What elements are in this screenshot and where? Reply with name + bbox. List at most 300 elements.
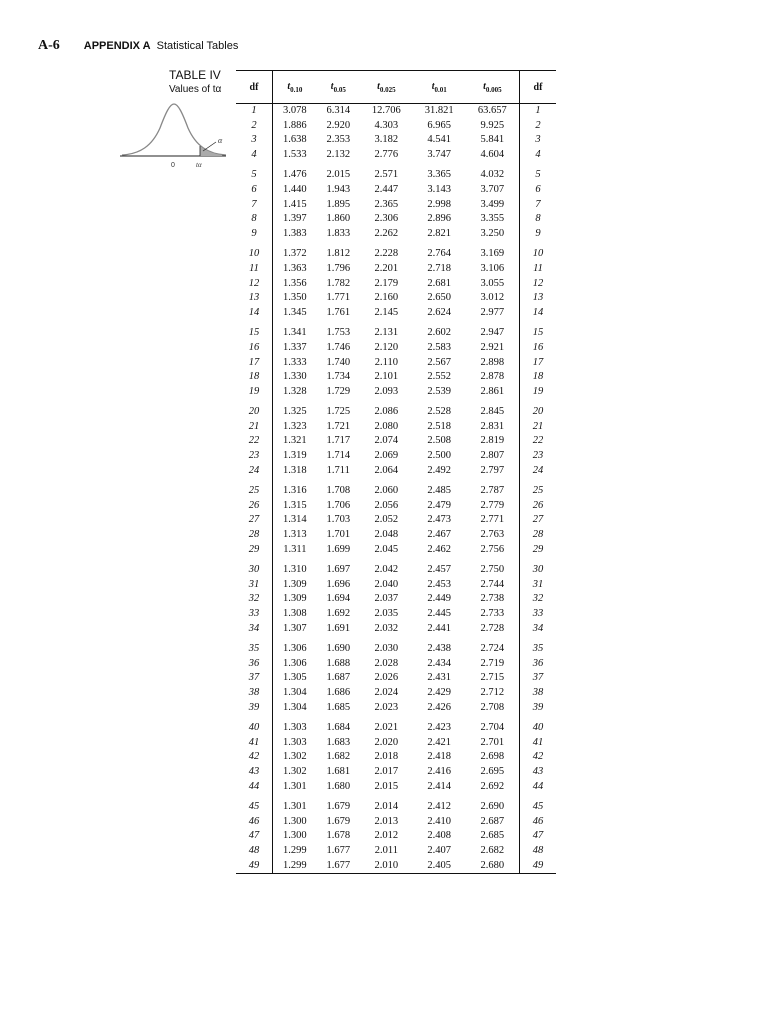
value-cell: 1.692 [326,608,351,619]
value-cell: 2.086 [374,406,399,418]
value-cell: 9.925 [480,119,505,131]
value-cell: 1.302 [283,751,307,763]
table-row [236,478,556,499]
col-header-t010: $t_{0.10}$ [273,71,317,104]
table-row [236,557,556,578]
value-cell: 1.697 [326,564,351,576]
value-cell: 1.307 [283,622,307,634]
table-row [236,701,556,716]
alpha-label: α [218,136,223,145]
table-row [236,341,556,356]
table-label: TABLE IV [169,68,221,82]
df-cell-left: 25 [236,478,273,499]
df-cell-left: 21 [236,420,273,435]
df-cell-left: 15 [236,320,273,341]
value-cell: 2.069 [374,450,399,462]
df-cell-left: 1 [236,104,273,119]
table-row [236,133,556,148]
df-cell-left: 39 [236,701,273,716]
value-cell: 2.438 [427,643,452,655]
value-cell: 2.132 [326,148,351,160]
value-cell: 1.691 [326,622,351,634]
col-header-t0005: $t_{0.005}$ [466,71,520,104]
df-cell-left: 22 [236,434,273,449]
value-cell: 2.013 [374,815,399,827]
value-cell: 2.771 [480,514,505,526]
value-cell: 3.747 [427,148,452,160]
value-cell: 1.796 [326,262,351,274]
value-cell: 2.528 [427,406,452,418]
value-cell: 2.145 [374,306,399,318]
value-cell: 2.431 [427,672,452,684]
value-cell: 2.878 [480,371,505,383]
value-cell: 2.712 [480,686,505,698]
value-cell: 1.688 [326,657,351,669]
value-cell: 2.030 [374,643,399,655]
value-cell: 2.492 [427,464,452,476]
value-cell: 2.861 [480,385,505,397]
df-cell-left: 29 [236,543,273,558]
value-cell: 1.685 [326,701,351,713]
df-cell-left: 26 [236,499,273,514]
table-row [236,399,556,420]
value-cell: 2.704 [480,722,505,734]
bell-curve [122,104,226,155]
df-cell-left: 41 [236,736,273,751]
value-cell: 1.677 [326,844,351,856]
table-row [236,815,556,830]
value-cell: 3.250 [480,227,505,239]
value-cell: 2.680 [466,859,520,874]
df-cell-right: 28 [520,528,557,543]
value-cell: 2.010 [360,859,413,874]
value-cell: 2.306 [374,213,399,225]
value-cell: 12.706 [371,105,401,116]
df-cell-right: 10 [520,241,557,262]
value-cell: 2.624 [427,306,452,318]
value-cell: 2.160 [374,292,399,304]
value-cell: 63.657 [477,105,507,116]
table-row [236,750,556,765]
table-row [236,385,556,400]
value-cell: 2.410 [427,815,452,827]
value-cell: 1.476 [283,169,307,181]
value-cell: 2.701 [480,736,505,748]
df-cell-left: 35 [236,636,273,657]
value-cell: 2.014 [374,801,399,813]
value-cell: 1.682 [326,751,351,763]
df-cell-right: 3 [520,133,557,148]
df-cell-left: 12 [236,277,273,292]
appendix-title: Statistical Tables [156,40,239,52]
value-cell: 2.682 [480,844,505,856]
value-cell: 2.831 [480,420,505,432]
value-cell: 3.106 [480,262,505,274]
value-cell: 1.299 [283,844,307,856]
value-cell: 2.457 [427,564,452,576]
table-row [236,636,556,657]
value-cell: 4.541 [427,134,452,146]
value-cell: 2.048 [374,529,399,541]
value-cell: 1.304 [283,701,307,713]
value-cell: 2.414 [427,780,452,792]
value-cell: 3.182 [374,134,399,146]
value-cell: 1.383 [283,227,307,239]
value-cell: 2.681 [427,277,452,289]
df-cell-left: 37 [236,671,273,686]
zero-label: 0 [171,162,175,169]
df-cell-left: 13 [236,291,273,306]
df-cell-left: 9 [236,227,273,242]
df-cell-right: 41 [520,736,557,751]
value-cell: 2.819 [480,435,505,447]
value-cell: 1.753 [326,327,351,339]
value-cell: 1.943 [326,183,351,195]
value-cell: 1.895 [326,198,351,210]
df-cell-right: 49 [520,859,557,874]
value-cell: 1.337 [283,341,307,353]
value-cell: 2.421 [427,736,452,748]
df-cell-left: 43 [236,765,273,780]
value-cell: 2.787 [480,485,505,497]
value-cell: 2.921 [480,341,505,353]
df-cell-right: 34 [520,622,557,637]
value-cell: 3.055 [480,277,505,289]
value-cell: 1.717 [326,435,351,447]
table-row [236,592,556,607]
table-row [236,449,556,464]
value-cell: 2.015 [326,169,351,181]
value-cell: 2.028 [374,657,399,669]
df-cell-right: 43 [520,765,557,780]
value-cell: 1.316 [283,485,307,497]
df-cell-right: 9 [520,227,557,242]
value-cell: 3.499 [480,198,505,210]
value-cell: 1.687 [326,672,351,684]
value-cell: 1.706 [326,499,351,511]
df-cell-right: 14 [520,306,557,321]
df-cell-right: 12 [520,277,557,292]
page-header [38,38,238,54]
value-cell: 1.761 [326,306,351,318]
value-cell: 2.064 [374,464,399,476]
value-cell: 1.300 [283,815,307,827]
df-cell-left: 20 [236,399,273,420]
value-cell: 2.473 [427,514,452,526]
table-row [236,241,556,262]
table-row [236,227,556,242]
value-cell: 1.415 [283,198,307,210]
value-cell: 2.685 [480,830,505,842]
value-cell: 4.604 [480,148,505,160]
value-cell: 1.300 [283,830,307,842]
df-cell-right: 33 [520,607,557,622]
df-cell-right: 44 [520,780,557,795]
t-distribution-figure [118,98,230,170]
value-cell: 1.311 [283,543,307,555]
df-cell-left: 40 [236,715,273,736]
value-cell: 1.680 [326,780,351,792]
value-cell: 1.746 [326,341,351,353]
value-cell: 2.453 [427,578,452,590]
value-cell: 1.886 [283,119,307,131]
value-cell: 2.023 [374,701,399,713]
value-cell: 1.678 [326,830,351,842]
value-cell: 2.518 [427,420,452,432]
value-cell: 2.462 [427,543,452,555]
value-cell: 1.681 [326,765,351,777]
value-cell: 2.695 [480,765,505,777]
df-cell-right: 36 [520,657,557,672]
value-cell: 1.314 [283,514,307,526]
table-row [236,291,556,306]
value-cell: 2.042 [374,564,399,576]
df-cell-right: 35 [520,636,557,657]
df-cell-right: 25 [520,478,557,499]
table-row [236,370,556,385]
table-row [236,212,556,227]
value-cell: 1.696 [326,578,351,590]
df-cell-right: 45 [520,794,557,815]
value-cell: 1.782 [326,277,351,289]
df-cell-left: 17 [236,356,273,371]
table-header-row [236,71,556,104]
value-cell: 2.807 [480,450,505,462]
value-cell: 3.365 [427,169,452,181]
value-cell: 2.698 [480,751,505,763]
value-cell: 2.416 [427,765,452,777]
df-cell-left: 5 [236,162,273,183]
value-cell: 2.947 [480,327,505,339]
value-cell: 2.110 [374,356,398,368]
table-row [236,622,556,637]
value-cell: 2.763 [480,529,505,541]
value-cell: 3.169 [480,248,505,260]
value-cell: 1.304 [283,686,307,698]
value-cell: 1.679 [326,815,351,827]
value-cell: 3.012 [480,292,505,304]
df-cell-right: 11 [520,262,557,277]
value-cell: 1.729 [326,385,351,397]
value-cell: 2.017 [374,765,399,777]
table-row [236,794,556,815]
df-cell-right: 48 [520,844,557,859]
value-cell: 2.020 [374,736,399,748]
df-cell-left: 11 [236,262,273,277]
value-cell: 1.711 [326,464,350,476]
table-row [236,859,556,874]
df-cell-right: 13 [520,291,557,306]
df-cell-right: 26 [520,499,557,514]
value-cell: 4.032 [480,169,505,181]
value-cell: 2.485 [427,485,452,497]
page-number: A-6 [38,38,60,53]
value-cell: 1.363 [283,262,307,274]
df-cell-right: 27 [520,513,557,528]
value-cell: 2.434 [427,657,452,669]
value-cell: 2.423 [427,722,452,734]
df-cell-left: 18 [236,370,273,385]
df-cell-left: 19 [236,385,273,400]
df-cell-left: 44 [236,780,273,795]
df-cell-right: 17 [520,356,557,371]
value-cell: 2.650 [427,292,452,304]
value-cell: 1.350 [283,292,307,304]
value-cell: 2.539 [427,385,452,397]
value-cell: 2.602 [427,327,452,339]
df-header-right: df [520,71,557,104]
df-cell-left: 32 [236,592,273,607]
df-cell-left: 8 [236,212,273,227]
value-cell: 2.898 [480,356,505,368]
value-cell: 2.262 [374,227,399,239]
value-cell: 2.728 [480,622,505,634]
value-cell: 2.845 [480,406,505,418]
df-cell-left: 23 [236,449,273,464]
value-cell: 2.500 [427,450,452,462]
value-cell: 2.687 [480,815,505,827]
value-cell: 4.303 [374,119,399,131]
value-cell: 2.467 [427,529,452,541]
df-cell-right: 23 [520,449,557,464]
df-cell-left: 4 [236,148,273,163]
table-row [236,356,556,371]
col-header-t0025: $t_{0.025}$ [360,71,413,104]
value-cell: 2.426 [427,701,452,713]
df-cell-left: 33 [236,607,273,622]
value-cell: 2.447 [374,183,399,195]
value-cell: 2.035 [374,608,399,619]
df-cell-left: 14 [236,306,273,321]
value-cell: 1.309 [283,578,307,590]
value-cell: 2.708 [480,701,505,713]
table-body [236,104,556,874]
df-cell-right: 39 [520,701,557,716]
table-row [236,499,556,514]
value-cell: 2.797 [480,464,505,476]
value-cell: 1.694 [326,593,351,605]
df-cell-left: 3 [236,133,273,148]
value-cell: 1.638 [283,134,307,146]
df-cell-left: 28 [236,528,273,543]
value-cell: 2.718 [427,262,452,274]
table-row [236,686,556,701]
df-cell-right: 21 [520,420,557,435]
table-row [236,765,556,780]
value-cell: 2.508 [427,435,452,447]
value-cell: 1.306 [283,657,307,669]
df-cell-right: 24 [520,464,557,479]
value-cell: 1.677 [317,859,360,874]
table-row [236,148,556,163]
df-cell-right: 29 [520,543,557,558]
table-row [236,578,556,593]
value-cell: 2.764 [427,248,452,260]
table-row [236,198,556,213]
value-cell: 2.715 [480,672,505,684]
df-cell-right: 4 [520,148,557,163]
df-cell-left: 27 [236,513,273,528]
value-cell: 1.345 [283,306,307,318]
df-cell-left: 47 [236,829,273,844]
df-cell-left: 36 [236,657,273,672]
value-cell: 2.037 [374,593,399,605]
df-cell-left: 46 [236,815,273,830]
value-cell: 1.341 [283,327,307,339]
table-row [236,104,556,119]
value-cell: 1.321 [283,435,307,447]
table-row [236,844,556,859]
df-cell-right: 46 [520,815,557,830]
value-cell: 1.309 [283,593,307,605]
value-cell: 2.024 [374,686,399,698]
df-cell-left: 24 [236,464,273,479]
value-cell: 1.303 [283,722,307,734]
table-row [236,543,556,558]
value-cell: 2.093 [374,385,399,397]
value-cell: 2.479 [427,499,452,511]
value-cell: 2.571 [374,169,399,181]
value-cell: 1.860 [326,213,351,225]
df-cell-right: 30 [520,557,557,578]
value-cell: 2.408 [427,830,452,842]
value-cell: 1.833 [326,227,351,239]
value-cell: 3.143 [427,183,452,195]
table-row [236,306,556,321]
col-header-t005: $t_{0.05}$ [317,71,360,104]
table-row [236,528,556,543]
df-cell-right: 20 [520,399,557,420]
df-cell-right: 38 [520,686,557,701]
value-cell: 2.583 [427,341,452,353]
df-cell-right: 19 [520,385,557,400]
value-cell: 1.533 [283,148,307,160]
value-cell: 2.445 [427,608,452,619]
df-cell-left: 6 [236,183,273,198]
df-cell-right: 18 [520,370,557,385]
value-cell: 2.101 [374,371,399,383]
df-cell-left: 31 [236,578,273,593]
value-cell: 2.896 [427,213,452,225]
value-cell: 31.821 [424,105,454,116]
table-row [236,162,556,183]
value-cell: 2.080 [374,420,399,432]
value-cell: 2.060 [374,485,399,497]
value-cell: 2.131 [374,327,399,339]
value-cell: 1.734 [326,371,351,383]
df-cell-right: 8 [520,212,557,227]
table-row [236,671,556,686]
df-cell-right: 22 [520,434,557,449]
df-cell-right: 15 [520,320,557,341]
value-cell: 2.015 [374,780,399,792]
value-cell: 2.032 [374,622,399,634]
value-cell: 2.179 [374,277,399,289]
df-cell-left: 49 [236,859,273,874]
df-cell-right: 5 [520,162,557,183]
df-header-left: df [236,71,273,104]
value-cell: 2.011 [374,844,398,856]
value-cell: 2.567 [427,356,452,368]
value-cell: 2.365 [374,198,399,210]
value-cell: 1.397 [283,213,307,225]
value-cell: 1.440 [283,183,307,195]
value-cell: 2.120 [374,341,399,353]
table-row [236,736,556,751]
value-cell: 2.021 [374,722,399,734]
value-cell: 2.045 [374,543,399,555]
df-cell-right: 37 [520,671,557,686]
